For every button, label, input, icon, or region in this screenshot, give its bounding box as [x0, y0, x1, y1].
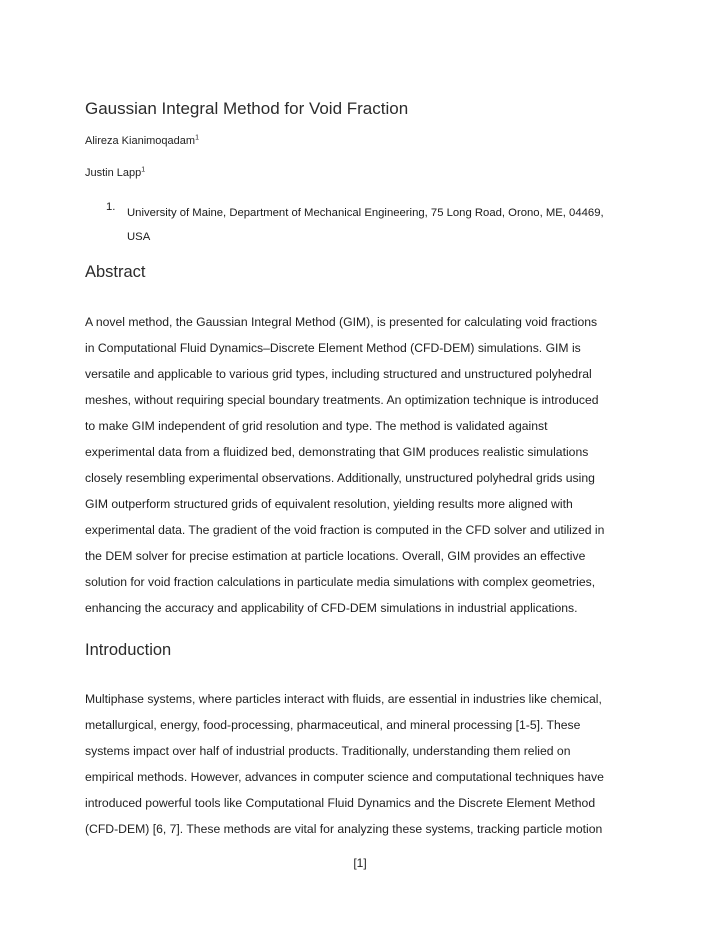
abstract-line: to make GIM independent of grid resolution and type. The method is validated against	[85, 419, 548, 433]
page-number: [1]	[353, 856, 367, 870]
author-affiliation-mark: 1	[141, 166, 146, 174]
introduction-line: systems impact over half of industrial products. Traditionally, understanding them relied on	[85, 744, 571, 758]
abstract-line: enhancing the accuracy and applicability of CFD-DEM simulations in industrial applications.	[85, 601, 578, 615]
abstract-line: in Computational Fluid Dynamics–Discrete Element Method (CFD-DEM) simulations. GIM is	[85, 341, 581, 355]
abstract-line: meshes, without requiring special boundary treatments. An optimization technique is introduced	[85, 393, 599, 407]
paper-title: Gaussian Integral Method for Void Fraction	[85, 99, 409, 118]
introduction-line: metallurgical, energy, food-processing, pharmaceutical, and mineral processing [1-5]. These	[85, 718, 581, 732]
introduction-heading: Introduction	[85, 641, 172, 659]
author-name: Justin Lapp	[85, 167, 142, 179]
introduction-line: (CFD-DEM) [6, 7]. These methods are vital for analyzing these systems, tracking particle motion	[85, 822, 603, 836]
affiliation-line: USA	[127, 231, 151, 243]
author-2	[85, 167, 145, 179]
affiliation-number: 1.	[106, 201, 116, 213]
abstract-line: the DEM solver for precise estimation at particle locations. Overall, GIM provides an effective	[85, 549, 586, 563]
abstract-line: solution for void fraction calculations in particulate media simulations with complex geometries,	[85, 575, 596, 589]
author-name: Alireza Kianimoqadam	[85, 135, 196, 147]
abstract-line: experimental data. The gradient of the void fraction is computed in the CFD solver and utilized in	[85, 523, 605, 537]
author-affiliation-mark: 1	[195, 134, 199, 142]
introduction-line: empirical methods. However, advances in computer science and computational techniques have	[85, 770, 604, 784]
abstract-body	[85, 309, 645, 621]
introduction-line: introduced powerful tools like Computational Fluid Dynamics and the Discrete Element Method	[85, 796, 596, 810]
abstract-heading: Abstract	[85, 263, 146, 281]
abstract-line: GIM outperform structured grids of equivalent resolution, yielding results more aligned with	[85, 497, 573, 511]
abstract-line: versatile and applicable to various grid types, including structured and unstructured polyhedral	[85, 367, 592, 381]
introduction-body	[85, 686, 645, 842]
affiliation-line: University of Maine, Department of Mechanical Engineering, 75 Long Road, Orono, ME, 04469,	[127, 207, 604, 219]
author-1	[85, 135, 199, 147]
abstract-line: A novel method, the Gaussian Integral Method (GIM), is presented for calculating void fractions	[85, 315, 598, 329]
affiliation-text	[127, 201, 637, 249]
abstract-line: experimental data from a fluidized bed, demonstrating that GIM produces realistic simulations	[85, 445, 589, 459]
introduction-line: Multiphase systems, where particles interact with fluids, are essential in industries like chemical,	[85, 692, 602, 706]
abstract-line: closely resembling experimental observations. Additionally, unstructured polyhedral grids using	[85, 471, 595, 485]
